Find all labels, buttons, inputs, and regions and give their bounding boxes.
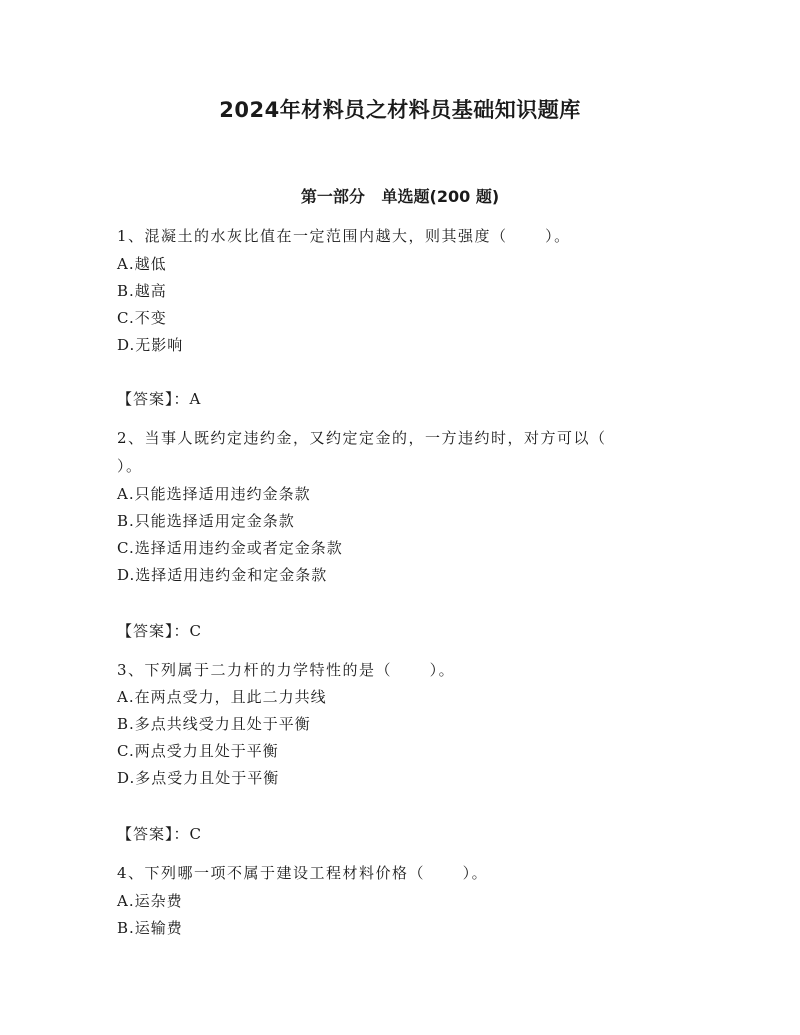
question-3-option-a: A.在两点受力，且此二力共线 bbox=[117, 688, 327, 706]
document-title: 2024年材料员之材料员基础知识题库 bbox=[219, 98, 581, 122]
question-1-option-a: A.越低 bbox=[117, 255, 167, 273]
question-3-answer: 【答案】：C bbox=[117, 825, 202, 843]
question-4-option-b: B.运输费 bbox=[117, 919, 183, 937]
section-title: 第一部分 单选题(200 题) bbox=[300, 187, 500, 206]
question-2-answer: 【答案】：C bbox=[117, 622, 202, 640]
question-2-option-c: C.选择适用违约金或者定金条款 bbox=[117, 539, 343, 557]
question-4-stem: 4、下列哪一项不属于建设工程材料价格（ ）。 bbox=[117, 864, 489, 882]
question-1-option-d: D.无影响 bbox=[117, 336, 184, 354]
question-2-option-d: D.选择适用违约金和定金条款 bbox=[117, 566, 328, 584]
question-3-option-b: B.多点共线受力且处于平衡 bbox=[117, 715, 311, 733]
question-2-option-a: A.只能选择适用违约金条款 bbox=[117, 485, 311, 503]
question-1-answer: 【答案】：A bbox=[117, 390, 202, 408]
question-2-stem-line-1: 2、当事人既约定违约金，又约定定金的，一方违约时，对方可以（ bbox=[117, 429, 607, 447]
question-4-option-a: A.运杂费 bbox=[117, 892, 183, 910]
question-3-stem: 3、下列属于二力杆的力学特性的是（ ）。 bbox=[117, 661, 456, 679]
question-2-stem-line-2: ）。 bbox=[117, 457, 143, 475]
question-3-option-d: D.多点受力且处于平衡 bbox=[117, 769, 280, 787]
question-1-option-c: C.不变 bbox=[117, 309, 167, 327]
question-1-option-b: B.越高 bbox=[117, 282, 167, 300]
question-3-option-c: C.两点受力且处于平衡 bbox=[117, 742, 279, 760]
question-1-stem: 1、混凝土的水灰比值在一定范围内越大，则其强度（ ）。 bbox=[117, 227, 571, 245]
question-2-option-b: B.只能选择适用定金条款 bbox=[117, 512, 295, 530]
